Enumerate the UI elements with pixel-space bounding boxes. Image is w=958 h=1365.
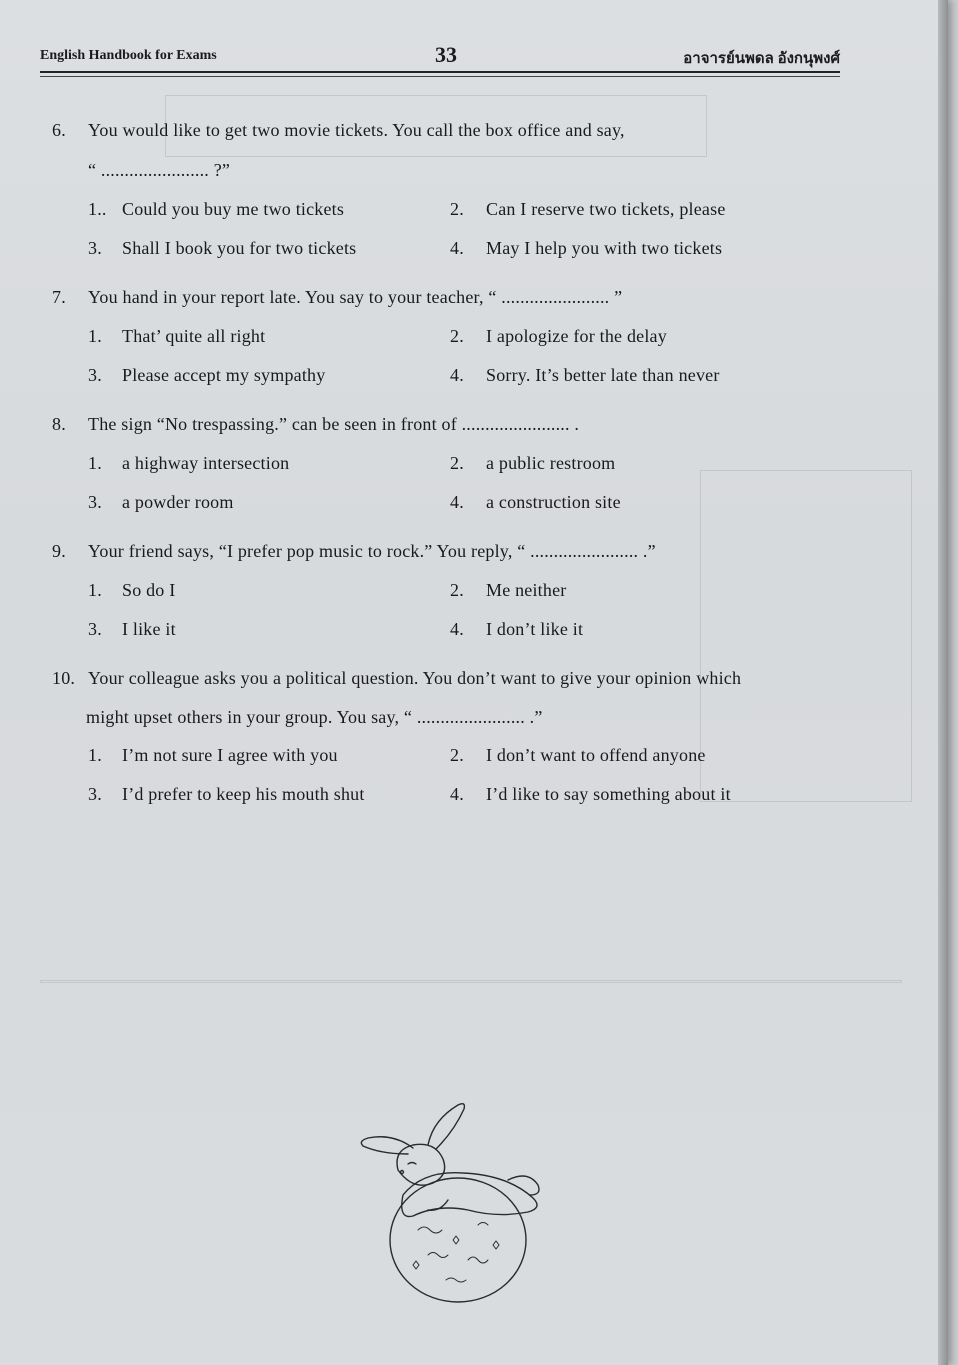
- option-text: a construction site: [486, 492, 621, 512]
- option-text: That’ quite all right: [122, 326, 266, 346]
- question-number: 8.: [52, 414, 66, 434]
- option-number: 4.: [450, 365, 464, 385]
- option-text: I don’t like it: [486, 619, 584, 639]
- option-number: 2.: [450, 199, 464, 219]
- option-number: 1.: [88, 745, 102, 765]
- page-edge-shadow: [938, 0, 948, 1365]
- option-text: a public restroom: [486, 453, 616, 473]
- option-number: 4.: [450, 238, 464, 258]
- question-stem-continued: [88, 160, 230, 181]
- option-text: Shall I book you for two tickets: [122, 238, 357, 258]
- option-text: Can I reserve two tickets, please: [486, 199, 726, 219]
- option-text: Could you buy me two tickets: [122, 199, 345, 219]
- option-text: I like it: [122, 619, 176, 639]
- option-text: I don’t want to offend anyone: [486, 745, 706, 765]
- egg-outline: [390, 1178, 526, 1302]
- option-number: 3.: [88, 365, 102, 385]
- header-rule: [40, 71, 840, 73]
- rabbit-ear-right: [428, 1104, 464, 1149]
- question-text: might upset others in your group. You say, “ ....................... .”: [86, 707, 543, 727]
- question-text: Your friend says, “I prefer pop music to rock.” You reply, “ ....................... .”: [88, 541, 656, 561]
- option-text: a powder room: [122, 492, 234, 512]
- option-text: So do I: [122, 580, 176, 600]
- rabbit-leg: [508, 1176, 539, 1195]
- rabbit-on-egg-illustration: [358, 1100, 558, 1310]
- rabbit-eye: [408, 1163, 416, 1165]
- answer-blank: “ ....................... ?”: [88, 160, 231, 180]
- option-text: a highway intersection: [122, 453, 290, 473]
- question-number: 6.: [52, 120, 66, 140]
- option-number: 3.: [88, 619, 102, 639]
- egg-pattern: [413, 1223, 499, 1283]
- show-through-box: [700, 470, 912, 802]
- option-text: May I help you with two tickets: [486, 238, 723, 258]
- book-title: English Handbook for Exams: [40, 48, 217, 63]
- rabbit-nose: [401, 1171, 404, 1174]
- show-through-box: [40, 980, 902, 983]
- option-text: I apologize for the delay: [486, 326, 667, 346]
- option-text: I’d prefer to keep his mouth shut: [122, 784, 365, 804]
- author-name: อาจารย์นพดล อังกนุพงศ์: [683, 51, 840, 67]
- question-text: Your colleague asks you a political question. You don’t want to give your opinion which: [88, 668, 742, 688]
- question-number: 9.: [52, 541, 66, 561]
- option-text: I’d like to say something about it: [486, 784, 731, 804]
- rabbit-head: [397, 1144, 445, 1185]
- question-number: 10.: [52, 668, 76, 688]
- option-number: 3.: [88, 784, 102, 804]
- question-number: 7.: [52, 287, 66, 307]
- rabbit-ear-left: [361, 1137, 413, 1154]
- option-text: I’m not sure I agree with you: [122, 745, 338, 765]
- option-text: Please accept my sympathy: [122, 365, 326, 385]
- question-text: You hand in your report late. You say to your teacher, “ ....................... ”: [88, 287, 623, 307]
- question-text: The sign “No trespassing.” can be seen in front of ....................... .: [88, 414, 580, 434]
- option-number: 2.: [450, 745, 464, 765]
- option-number: 1.: [88, 453, 102, 473]
- option-number: 4.: [450, 784, 464, 804]
- option-number: 1..: [88, 199, 107, 219]
- option-number: 1.: [88, 580, 102, 600]
- header-rule: [40, 76, 840, 77]
- option-text: Sorry. It’s better late than never: [486, 365, 720, 385]
- option-number: 4.: [450, 619, 464, 639]
- question-text: You would like to get two movie tickets. You call the box office and say,: [88, 120, 625, 140]
- option-number: 3.: [88, 492, 102, 512]
- option-number: 2.: [450, 580, 464, 600]
- option-number: 4.: [450, 492, 464, 512]
- question-stem-continued: [86, 707, 543, 728]
- option-text: Me neither: [486, 580, 567, 600]
- page-header: [40, 42, 840, 72]
- option-number: 3.: [88, 238, 102, 258]
- option-number: 2.: [450, 453, 464, 473]
- option-number: 1.: [88, 326, 102, 346]
- page-number: 33: [435, 42, 457, 67]
- option-number: 2.: [450, 326, 464, 346]
